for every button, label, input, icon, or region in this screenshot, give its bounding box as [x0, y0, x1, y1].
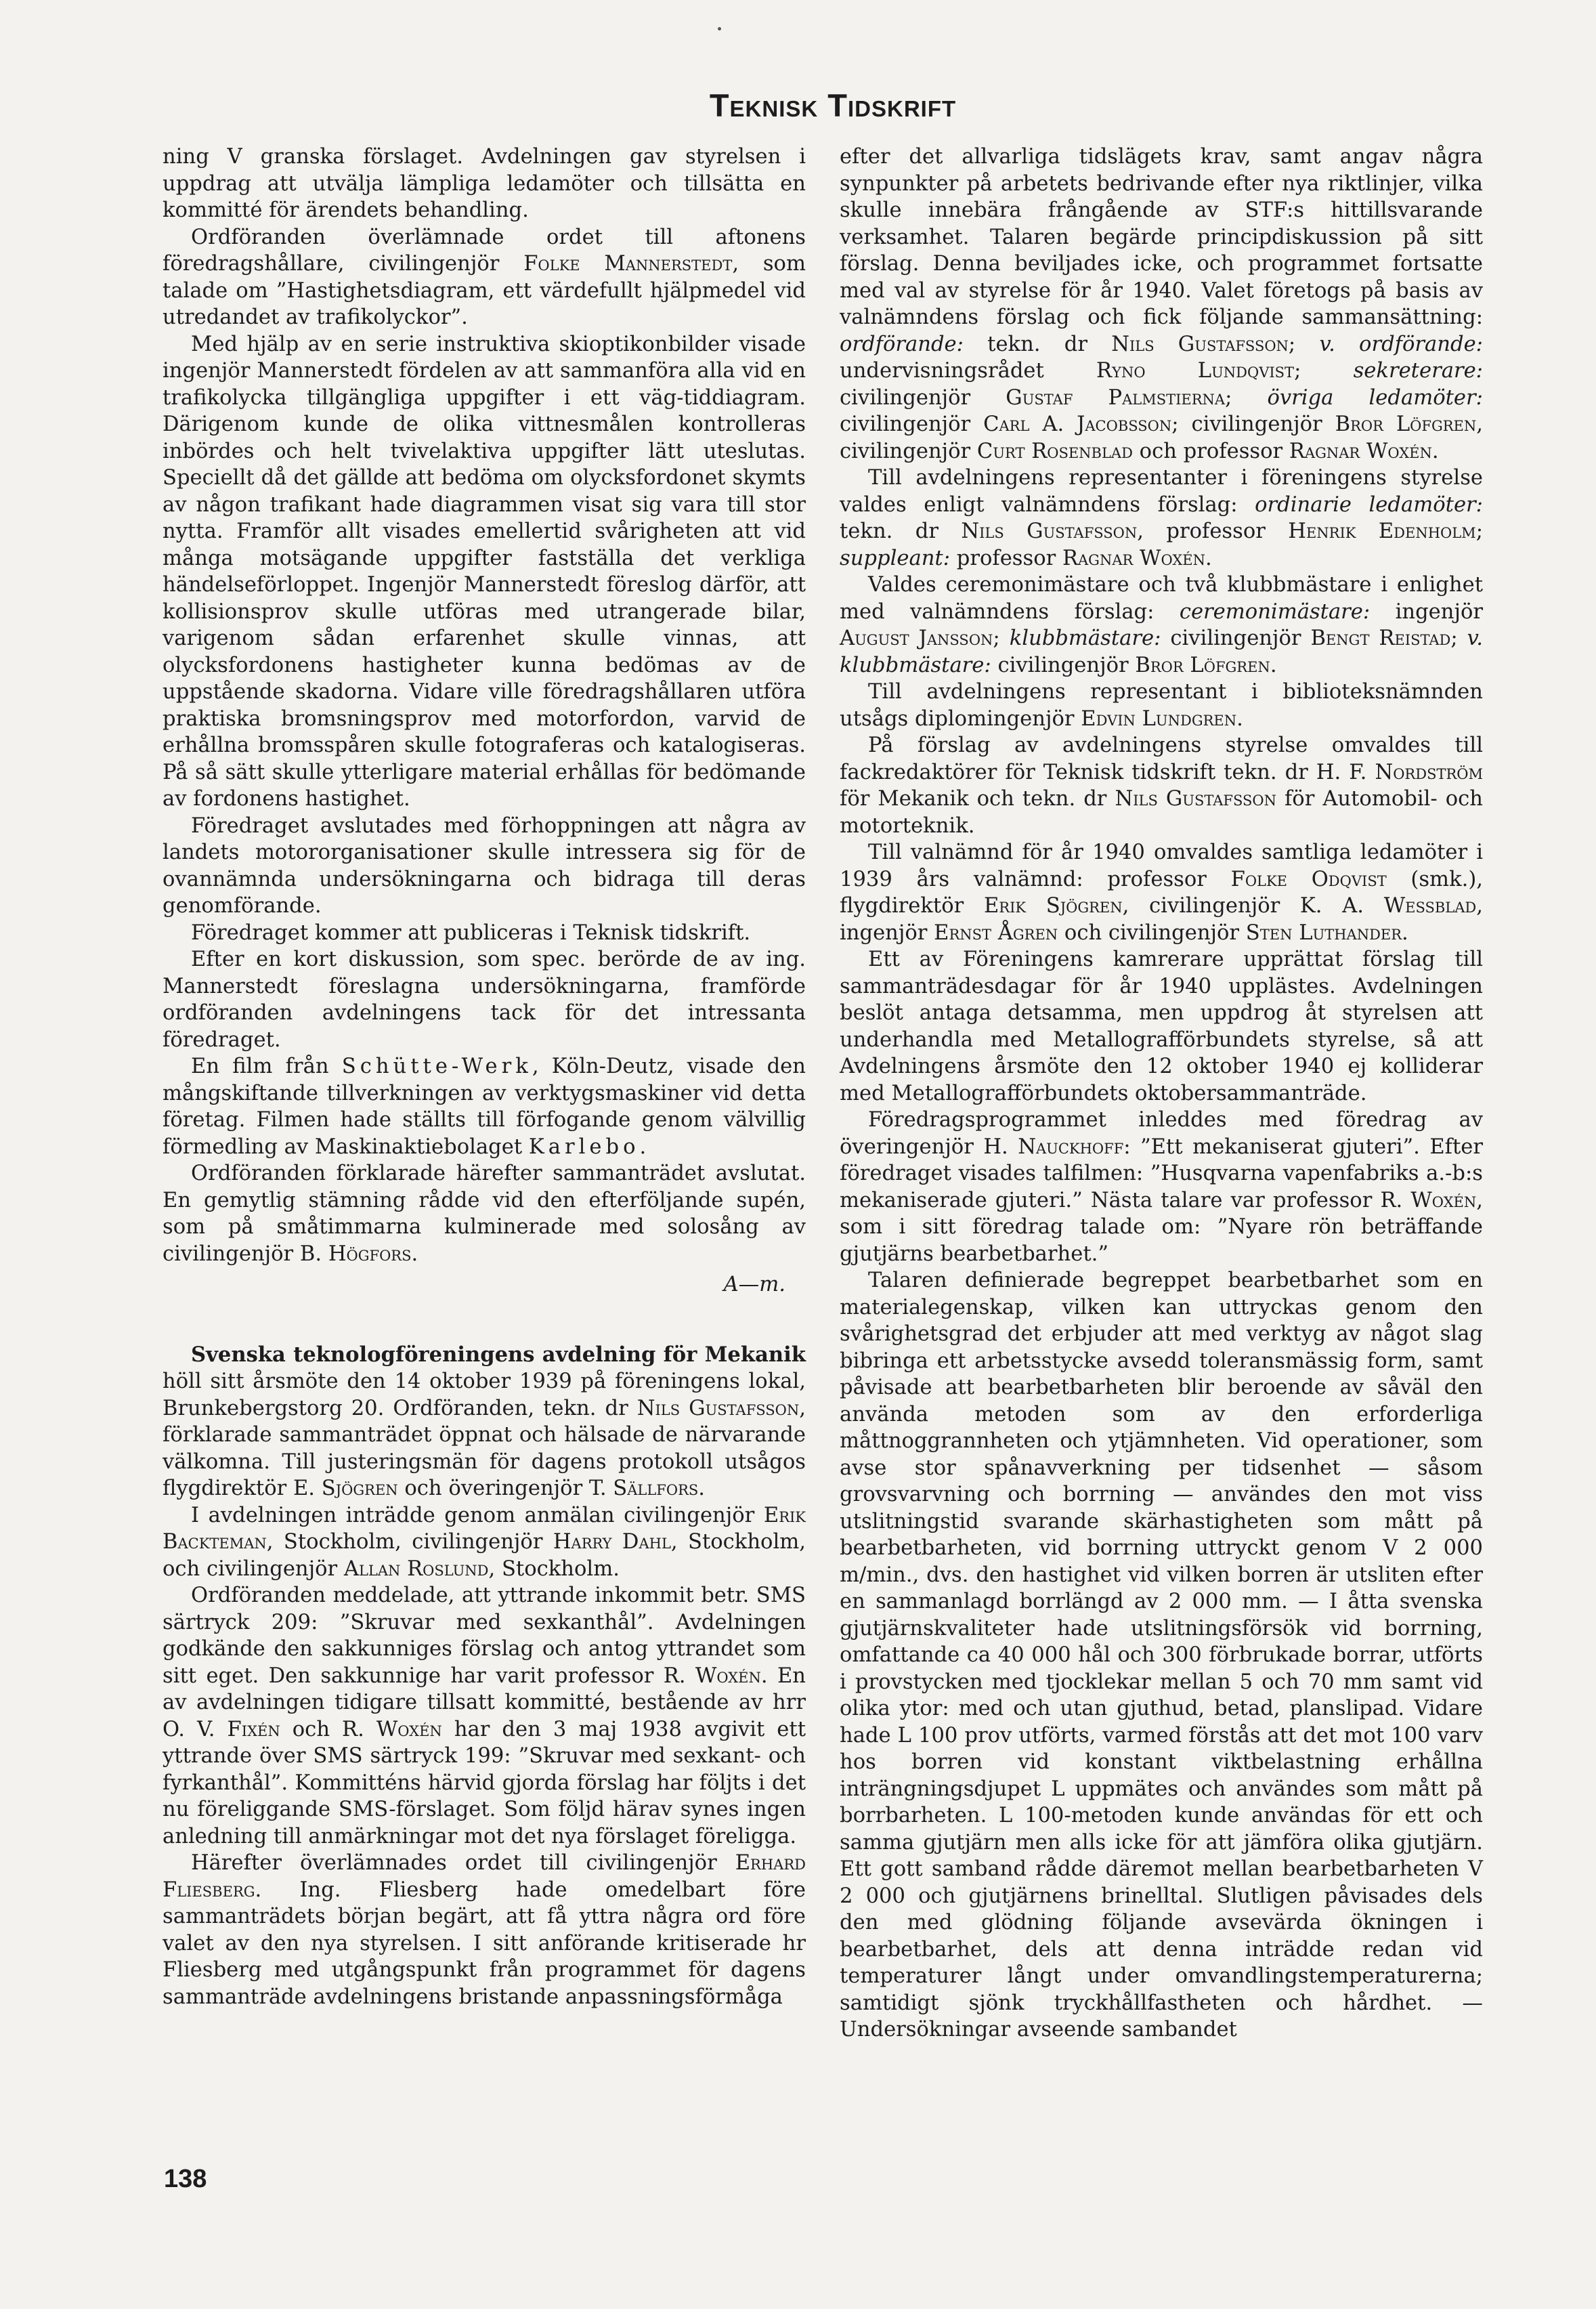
text: , Stockholm, civilingenjör	[266, 1530, 553, 1554]
text: tekn. dr	[963, 332, 1112, 356]
left-column	[163, 144, 806, 2010]
text: för Automobil- och motorteknik.	[840, 787, 1484, 838]
person-name: Erik Sjögren	[983, 894, 1123, 918]
text: .	[1270, 653, 1277, 677]
person-name: Bror Löfgren	[1135, 653, 1270, 677]
paragraph	[163, 1582, 806, 1850]
role-label: klubbmästare:	[1009, 627, 1161, 650]
person-name: Sten Luthander	[1245, 920, 1402, 945]
role-label: ceremonimästare:	[1179, 599, 1371, 624]
person-name: Wessblad	[1383, 894, 1477, 918]
text: I avdelningen inträdde genom anmälan civilingenjör	[191, 1503, 764, 1527]
text: för Mekanik och tekn. dr	[840, 787, 1115, 811]
text: civilingenjör	[840, 385, 1006, 410]
person-name: Allan Roslund	[343, 1556, 489, 1581]
role-label: v. klubbmästare:	[840, 627, 1483, 677]
paragraph	[163, 813, 806, 920]
role-label: övriga ledamöter:	[1267, 385, 1483, 410]
text: ;	[1450, 627, 1467, 650]
paragraph	[163, 1850, 806, 2010]
paragraph	[163, 1160, 806, 1267]
person-name: Bengt Reistad	[1310, 627, 1451, 650]
person-name: Ryno Lundqvist	[1096, 359, 1295, 383]
text: , Stockholm, och civilingenjör	[163, 1530, 806, 1581]
text: ;	[993, 627, 1010, 650]
text: professor	[950, 546, 1062, 570]
paragraph	[163, 144, 806, 224]
text: Ordföranden meddelade, att yttrande inkommit betr. SMS särtryck 209: ”Skruvar med sexkanthål”. Avdelningen godkände den sakkunniges förslag och antog yttrandet som sitt eget. Den sakkunnige har varit professor R.	[163, 1584, 806, 1688]
text: .	[1402, 920, 1408, 945]
person-name: Högfors	[328, 1242, 412, 1266]
paragraph	[163, 224, 806, 331]
person-name: Ernst Ågren	[934, 920, 1058, 945]
text: , ingenjör	[840, 894, 1483, 945]
person-name: Nils Gustafsson	[1111, 332, 1289, 356]
paragraph	[163, 331, 806, 813]
person-name: Nils Gustafsson	[1115, 787, 1276, 811]
print-speck	[718, 27, 721, 30]
paragraph	[163, 1342, 806, 1502]
text: och överingenjör T.	[397, 1477, 613, 1500]
person-name: Curt Rosenblad	[976, 439, 1133, 463]
text: .	[639, 1135, 647, 1159]
person-name: Nauckhoff	[1018, 1135, 1124, 1159]
person-name: Woxén	[695, 1664, 761, 1688]
person-name: Folke Mannerstedt	[523, 252, 733, 276]
text: civilingenjör	[991, 653, 1136, 677]
person-name: Ragnar Woxén	[1062, 546, 1205, 570]
text: , Köln-Deutz, visade den mångskiftande tillverkningen av verktygsmaskiner vid detta företag. Filmen hade ställts till förfogande genom välvillig förmedling av Maskinaktiebolaget	[163, 1055, 806, 1159]
person-name: Nils Gustafsson	[961, 520, 1138, 543]
text: Till valnämnd för år 1940 omvaldes samtliga ledamöter i 1939 års valnämnd: professor	[840, 841, 1483, 891]
person-name: Nordström	[1375, 760, 1483, 784]
text: har den 3 maj 1938 avgivit ett yttrande över SMS särtryck 199: ”Skruvar med sexkant- och fyrkanthål”. Kommitténs härvid gjorda förslag har följts i det nu föreliggande SMS-förslaget. Som följd härav synes ingen anledning till anmärkningar mot det nya förslaget föreligga.	[163, 1717, 806, 1848]
text: ;	[1294, 359, 1354, 383]
person-name: Edvin Lundgren	[1081, 706, 1237, 731]
person-name: Henrik Edenholm	[1288, 520, 1476, 543]
text: .	[1205, 546, 1212, 570]
paragraph	[840, 946, 1483, 1107]
person-name: Woxén	[1410, 1188, 1477, 1212]
text: ; civilingenjör	[1171, 412, 1335, 436]
text: efter det allvarliga tidslägets krav, samt angav några synpunkter på arbetets bedrivande efter nya riktlinjer, vilka skulle innebära frångående av STF:s hittillsvarande verksamhet. Talaren begärde principdiskussion på sitt förslag. Denna beviljades icke, och programmet fortsatte med val av styrelse för år 1940. Valet företogs på basis av valnämndens förslag och fick följande sammansättning:	[840, 145, 1483, 329]
text: ning V granska förslaget. Avdelningen gav styrelsen i uppdrag att utvälja lämpliga ledamöter och tillsätta en kommitté för ärendets behandling.	[163, 145, 806, 222]
text: , som talade om ”Hastighetsdiagram, ett värdefullt hjälpmedel vid utredandet av trafikolyckor”.	[163, 252, 806, 329]
page-number: 138	[164, 2165, 207, 2193]
section-heading: Svenska teknologföreningens avdelning för Mekanik	[191, 1342, 806, 1367]
text: Föredragsprogrammet inleddes med föredrag av överingenjör H.	[840, 1108, 1483, 1159]
text: .	[411, 1242, 418, 1266]
text: ingenjör	[1370, 599, 1483, 624]
right-column	[840, 144, 1483, 2043]
person-name: Folke Odqvist	[1230, 867, 1387, 891]
paragraph	[840, 572, 1483, 679]
text: Föredraget avslutades med förhoppningen att några av landets motororganisationer skulle intressera sig för de ovannämnda undersökningarna och bidraga till deras genomförande.	[163, 813, 806, 918]
text: och R.	[280, 1717, 376, 1741]
text: På förslag av avdelningens styrelse omvaldes till fackredaktörer för Teknisk tidskrift tekn. dr H. F.	[840, 734, 1483, 784]
paragraph	[840, 679, 1483, 732]
person-name: August Jansson	[840, 627, 993, 650]
paragraph	[840, 839, 1483, 946]
text: ;	[1288, 332, 1320, 356]
person-name: Bror Löfgren	[1335, 412, 1477, 436]
person-name: Gustaf Palmstierna	[1006, 385, 1226, 410]
text: Ordföranden förklarade härefter sammanträdet avslutat. En gemytlig stämning rådde vid den efterföljande supén, som på småtimmarna kulminerade med solosång av civilingenjör B.	[163, 1162, 806, 1266]
paragraph	[840, 1267, 1483, 2043]
text: Till avdelningens representanter i föreningens styrelse valdes enligt valnämndens förslag:	[840, 466, 1483, 517]
text: .	[1431, 439, 1439, 463]
person-name: Carl A. Jacobsson	[983, 412, 1172, 436]
paragraph	[163, 1053, 806, 1160]
role-label: ordförande:	[840, 332, 964, 356]
person-name: Nils Gustafsson	[637, 1396, 800, 1420]
text: Med hjälp av en serie instruktiva skioptikonbilder visade ingenjör Mannerstedt fördelen av att sammanföra alla vid en trafikolycka tillgängliga uppgifter i ett väg-tiddiagram. Därigenom kunde de olika vittnesmålen kontrolleras inbördes och helt tvivelaktiva uppgifter lätt uteslutas. Speciellt då det gällde att bedöma om olycksfordonet skymts av någon trafikant hade diagrammen visat sig vara till stor nytta. Framför allt visades emellertid svårigheten att vid många motsägande uppgifter fastställa det verkliga händelseförloppet. Ingenjör Mannerstedt föreslog därför, att kollisionsprov skulle utföras med utrangerade bilar, varigenom sådan erfarenhet skulle vinnas, att olycksfordonens hastigheter kunna bedömas av de uppstående skadorna. Vidare ville föredragshållaren utföra praktiska bromsningsprov med motorfordon, varvid de erhållna bromsspåren skulle fotograferas och katalogiseras. På så sätt skulle ytterligare material erhållas för bedömande av fordonens hastighet.	[163, 332, 806, 811]
person-name: Erik Backteman	[163, 1503, 806, 1554]
text: , förklarade sammanträdet öppnat och hälsade de närvarande välkomna. Till justeringsmän för dagens protokoll utsågos flygdirektör E.	[163, 1396, 806, 1500]
text: (smk.), flygdirektör	[840, 867, 1483, 918]
text: Valdes ceremonimästare och två klubbmästare i enlighet med valnämndens förslag:	[840, 573, 1483, 624]
paragraph	[163, 920, 806, 947]
text: : ”Ett mekaniserat gjuteri”. Efter föredraget visades talfilmen: ”Husqvarna vapenfabriks a.-b:s mekaniserade gjuteri.” Nästa talare var professor R.	[840, 1135, 1483, 1212]
text: Ordföranden överlämnade ordet till aftonens föredragshållare, civilingenjör	[163, 225, 806, 276]
paragraph	[840, 1107, 1483, 1267]
text: En film från	[191, 1055, 342, 1078]
paragraph	[840, 465, 1483, 572]
text: civilingenjör	[1161, 627, 1311, 650]
text: , som i sitt föredrag talade om: ”Nyare rön beträffande gjutjärns bearbetbarhet.”	[840, 1188, 1483, 1266]
text: .	[698, 1477, 706, 1500]
person-name: Fixén	[227, 1717, 280, 1741]
company-name: Karlebo	[528, 1135, 640, 1159]
paragraph	[840, 144, 1483, 465]
role-label: suppleant:	[840, 546, 951, 570]
person-name: Woxén	[376, 1717, 442, 1741]
text: Till avdelningens representant i biblioteksnämnden utsågs diplomingenjör	[840, 680, 1483, 731]
text: och civilingenjör	[1058, 920, 1246, 945]
text: .	[1236, 706, 1243, 731]
text: , professor	[1137, 520, 1289, 543]
paragraph	[163, 1502, 806, 1583]
text: Ett av Föreningens kamrerare upprättat förslag till sammanträdesdagar för år 1940 upplästes. Avdelningen beslöt antaga detsamma, men uppdrog åt styrelsen att underhandla med Metallografförbundets styrelse, så att Avdelningens årsmöte den 12 oktober 1940 ej kolliderar med Metallografförbundets oktobersammanträde.	[840, 948, 1483, 1105]
person-name: Sällfors	[613, 1477, 699, 1500]
text: ;	[1225, 385, 1268, 410]
person-name: Ragnar Woxén	[1289, 439, 1432, 463]
text: ;	[1475, 520, 1483, 543]
text: , civilingenjör	[840, 412, 1483, 463]
text: . En av avdelningen tidigare tillsatt kommitté, bestående av hrr O. V.	[163, 1664, 806, 1741]
text: och professor	[1132, 439, 1289, 463]
role-label: v. ordförande:	[1319, 332, 1483, 356]
person-name: Sjögren	[321, 1477, 398, 1500]
text: undervisningsrådet	[840, 359, 1097, 383]
text: Efter en kort diskussion, som spec. berörde de av ing. Mannerstedt föreslagna undersökningarna, framförde ordföranden avdelningens tack för det intressanta föredraget.	[163, 948, 806, 1052]
signature: A—m.	[723, 1273, 785, 1296]
role-label: sekreterare:	[1353, 359, 1483, 383]
paragraph	[163, 946, 806, 1053]
text: Härefter överlämnades ordet till civilingenjör	[191, 1851, 735, 1875]
text: Föredraget kommer att publiceras i Teknisk tidskrift.	[191, 920, 751, 945]
person-name: Harry Dahl	[553, 1530, 671, 1554]
text: . Ing. Fliesberg hade omedelbart före sammanträdets början begärt, att få yttra några ord före valet av den nya styrelsen. I sitt anförande kritiserade hr Fliesberg med utgångspunkt från programmet för dagens sammanträde avdelningens bristande anpassningsförmåga	[163, 1878, 806, 2009]
text: höll sitt årsmöte den 14 oktober 1939 på föreningens lokal, Brunkebergstorg 20. Ordföranden, tekn. dr	[163, 1370, 806, 1420]
text: , civilingenjör K. A.	[1122, 894, 1384, 918]
text: civilingenjör	[840, 412, 984, 436]
paragraph	[840, 732, 1483, 839]
person-name: Erhard Fliesberg	[163, 1851, 806, 1902]
journal-header: Teknisk Tidskrift	[709, 87, 957, 123]
text: Talaren definierade begreppet bearbetbarhet som en materialegenskap, vilken kan uttryckas genom den svårighetsgrad det erbjuder att med verktyg av något slag bibringa ett arbetsstycke avsedd toleransmässig form, samt påvisade att bearbetbarheten blir beroende av såväl den använda metoden som av den erforderliga måttnoggrannheten och ytjämnheten. Vid operationer, som avse stor spånavverkning per tidsenhet — såsom grovsvarvning och borrning — användes den mot viss utslitningstid svarande skärhastigheten som mått på bearbetbarheten, vid borrning uttryckt genom V 2 000 m/min., dvs. den hastighet vid vilken borren är utsliten efter en sammanlagd borrlängd av 2 000 mm. — I åtta svenska gjutjärnskvaliteter hade utslitningsförsök vid borrning, omfattande ca 40 000 hål och 300 förbrukade borrar, utförts i provstycken med tjocklekar mellan 5 och 70 mm samt vid olika ytor: med och utan gjuthud, betad, planslipad. Vidare hade L 100 prov utförts, varmed förstås att det mot 100 varv hos borren vid konstant viktbelastning erhållna inträngningsdjupet L uppmätes och användes som mått på borrbarheten. L 100-metoden kunde användas för ett och samma gjutjärn men alls icke för att jämföra olika gjutjärn. Ett gott samband rådde däremot mellan bearbetbarheten V 2 000 och gjutjärnens brinelltal. Slutligen påvisades dels den med glödning följande avsevärda ökningen i bearbetbarhet, dels att denna inträdde redan vid temperaturer långt under omvandlingstemperaturerna; samtidigt sjönk tryckhållfastheten och hårdhet. — Undersökningar avseende sambandet	[840, 1269, 1483, 2041]
text: tekn. dr	[840, 520, 962, 543]
text: , Stockholm.	[488, 1556, 620, 1581]
company-name: Schütte-Werk	[341, 1055, 532, 1078]
role-label: ordinarie ledamöter:	[1255, 492, 1483, 517]
